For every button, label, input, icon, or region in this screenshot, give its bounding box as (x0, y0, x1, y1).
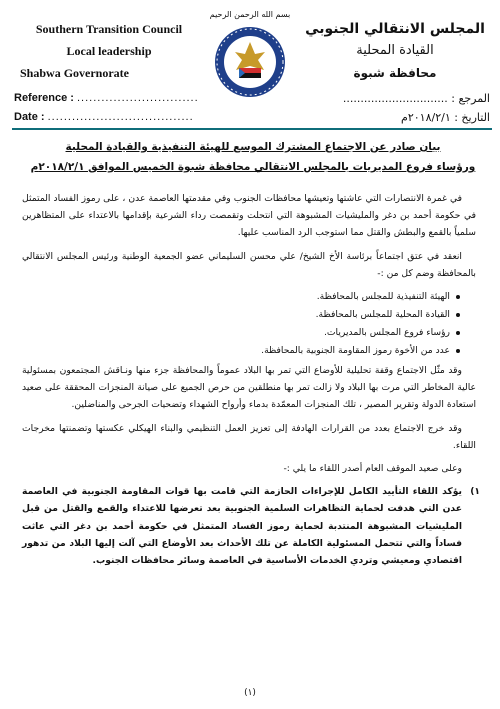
reference-label-ar: المرجع : (451, 92, 490, 105)
page-number: (١) (244, 688, 256, 698)
list-item: رؤساء فروع المجلس بالمديريات. (22, 324, 460, 342)
list-item: الهيئة التنفيذية للمجلس بالمحافظة. (22, 288, 460, 306)
date-value-ar: التاريخ : ٢٠١٨/٢/١م (401, 111, 490, 124)
council-emblem-logo (205, 24, 295, 100)
date-label: Date : (14, 111, 45, 123)
leadership-en: Local leadership (66, 44, 152, 58)
council-name-ar: المجلس الانتقالي الجنوبي (305, 21, 485, 37)
council-name-en: Southern Transition Council (35, 22, 183, 36)
paragraph-position: وعلى صعيد الموقف العام أصدر اللقاء ما يلي :- (283, 463, 462, 475)
letterhead-arabic (300, 18, 490, 84)
document-page: Southern Transition Council Local leadership Shabwa Governorate بسم الله الرحمن الرحيم المجلس الانتقالي الجنوبي القيادة المحلية محافظة شبوة Reference : .............................. المرجع : .............................. Date : .................................... التاريخ : ٢٠١٨/٢/١م بيان صادر عن الاجتماع المشترك الموسع للهيئة التنفيذية والقيادة المحلية ورؤساء فروع المديريات بالمجلس الانتقالي محافظة شبوة الخميس الموافق ٢٠١٨/٢/١م في غمرة الانتصارات التي عاشتها وتعيشها محافظات الجنوب وفي مقدمتها العاصمة عدن ، على رموز الفساد المتمثل في حكومة أحمد بن دغر والمليشيات المشبوهة التي انتحلت وتقمصت رداء الشرعية بإقدامها بالاعتداء على المتظاهرين سلمياً بالقمع والبطش والقتل مما استوجب الرد المناسب عليها. انعقد في عتق اجتماعاً برئاسة الأخ الشيخ/ علي محسن السليماني عضو الجمعية الوطنية ورئيس المجلس الانتقالي بالمحافظة وضم كل من :- الهيئة التنفيذية للمجلس بالمحافظة. القيادة المحلية للمجلس بالمحافظة. رؤساء فروع المجلس بالمديريات. عدد من الأخوة رموز المقاومة الجنوبية بالمحافظة. وقد مثّل الاجتماع وقفة تحليلية للأوضاع التي تمر بها البلاد عموماً والمحافظة جزء منها ونـاقش المجتمعون بمسئولية عالية المخاطر التي مرت بها البلاد ولا زالت تمر بها منطلقين من حرص الجميع على صيانة المنجزات المحققة على صعيد استعادة الدولة وتقرير المصير ، تلك المنجزات المعمّدة بدماء وأرواح الشهداء وتضحيات الجرحى والمناضلين. وقد خرج الاجتماع بعدد من القرارات الهادفة إلى تعزيز العمل التنظيمي والبناء الهيكلي عكستها وتضمنتها مخرجات اللقاء. وعلى صعيد الموقف العام أصدر اللقاء ما يلي :- ١) يؤكد اللقاء التأييد الكامل للإجراءات الحازمة التي قامت بها قوات المقاومة الجنوبية في العاصمة عدن التي هدفت لحماية التظاهرات السلمية الجنوبية بعد تعرضها للاعتداء والقمع والقتل من قبل المليشيات المشبوهة المنتدبة لحماية رموز الفساد المتمثل في حكومة أحمد بن دغر التي عاثت فساداً والتي تتحمل المسئولية الكاملة عن تلك الأحداث بعد الأوضاع التي آلت إليها البلاد من تدهور اقتصادي ومعيشي وتردي الخدمات الأساسية في العاصمة وسائر محافظات الجنوب. (١) (0, 0, 500, 709)
item-number: ١) (470, 486, 480, 498)
title-line-2: ورؤساء فروع المديريات بالمجلس الانتقالي محافظة شبوة الخميس الموافق ٢٠١٨/٢/١م (30, 161, 476, 173)
statement-title (20, 137, 486, 177)
paragraph-intro: في غمرة الانتصارات التي عاشتها وتعيشها محافظات الجنوب وفي مقدمتها العاصمة عدن ، على رموز الفساد المتمثل في حكومة أحمد بن دغر والمليشيات المشبوهة التي انتحلت وتقمصت رداء الشرعية بإقدامها بالاعتداء على المتظاهرين سلمياً بالقمع والبطش والقتل مما استوجب الرد المناسب عليها. (22, 193, 476, 239)
leadership-ar: القيادة المحلية (356, 43, 434, 58)
title-line-1: بيان صادر عن الاجتماع المشترك الموسع للهيئة التنفيذية والقيادة المحلية (65, 141, 441, 153)
numbered-item-1 (22, 483, 480, 569)
letterhead-english (14, 18, 204, 84)
attendees-list (22, 288, 476, 360)
statement-body (22, 190, 480, 575)
basmala: بسم الله الرحمن الرحيم (209, 10, 291, 19)
governorate-ar: محافظة شبوة (353, 66, 437, 80)
list-item: القيادة المحلية للمجلس بالمحافظة. (22, 306, 460, 324)
item-text: يؤكد اللقاء التأييد الكامل للإجراءات الحازمة التي قامت بها قوات المقاومة الجنوبية في العاصمة عدن التي هدفت لحماية التظاهرات السلمية الجنوبية بعد تعرضها للاعتداء والقمع والقتل من قبل المليشيات المشبوهة المنتدبة لحماية رموز الفساد المتمثل في حكومة أحمد بن دغر التي عاثت فساداً والتي تتحمل المسئولية الكاملة عن تلك الأحداث بعد الأوضاع التي آلت إليها البلاد من تدهور اقتصادي ومعيشي وتردي الخدمات الأساسية في العاصمة وسائر محافظات الجنوب. (22, 486, 462, 567)
paragraph-analysis: وقد مثّل الاجتماع وقفة تحليلية للأوضاع التي تمر بها البلاد عموماً والمحافظة جزء منها ونـاقش المجتمعون بمسئولية عالية المخاطر التي مرت بها البلاد ولا زالت تمر بها منطلقين من حرص الجميع على صيانة المنجزات المحققة على صعيد استعادة الدولة وتقرير المصير ، تلك المنجزات المعمّدة بدماء وأرواح الشهداء وتضحيات الجرحى والمناضلين. (22, 365, 476, 411)
header-divider (12, 128, 492, 130)
reference-label: Reference : (14, 92, 74, 104)
paragraph-meeting: انعقد في عتق اجتماعاً برئاسة الأخ الشيخ/ علي محسن السليماني عضو الجمعية الوطنية ورئيس المجلس الانتقالي بالمحافظة وضم كل من :- (22, 250, 476, 279)
list-item: عدد من الأخوة رموز المقاومة الجنوبية بالمحافظة. (22, 342, 460, 360)
governorate-en: Shabwa Governorate (20, 66, 129, 80)
paragraph-decisions: وقد خرج الاجتماع بعدد من القرارات الهادفة إلى تعزيز العمل التنظيمي والبناء الهيكلي عكستها وتضمنتها مخرجات اللقاء. (22, 422, 476, 451)
